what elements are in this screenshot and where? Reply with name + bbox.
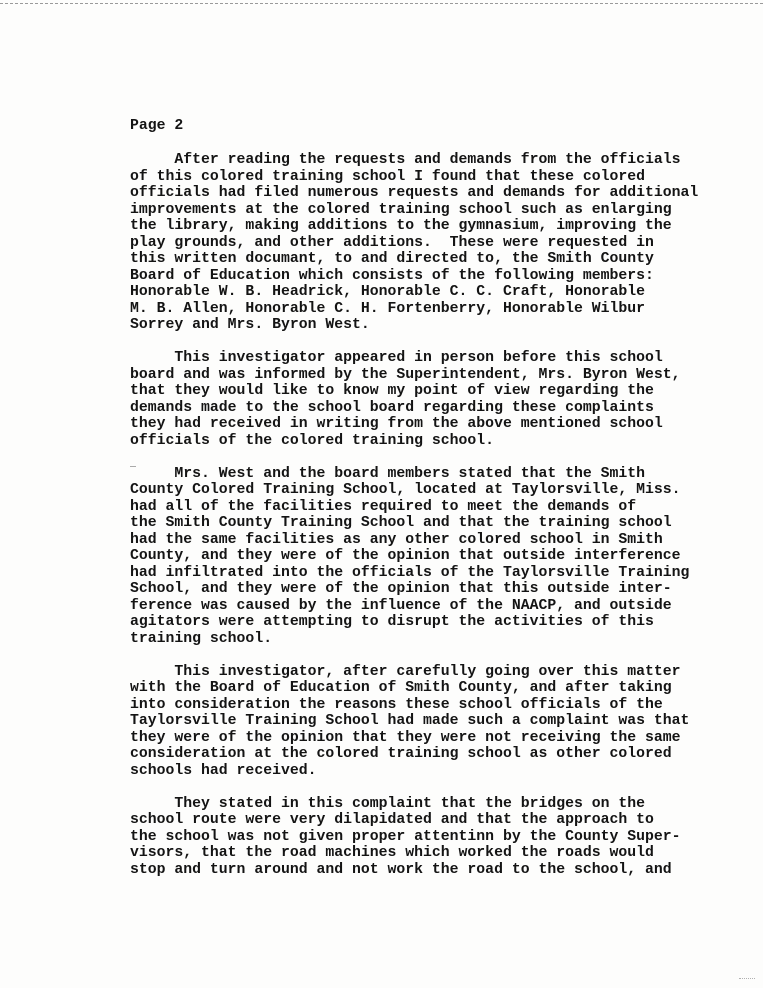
paragraph — [130, 350, 730, 449]
text-line: They stated in this complaint that the bridges on the — [130, 795, 646, 812]
text-line: board and was informed by the Superintendent, Mrs. Byron West, — [130, 366, 681, 383]
text-line: the Smith County Training School and that the training school — [130, 515, 672, 531]
text-line: play grounds, and other additions. These were requested in — [130, 234, 654, 251]
top-edge-dashes — [0, 3, 763, 4]
text-line: school route were very dilapidated and that the approach to — [130, 812, 654, 828]
text-line: Mrs. West and the board members stated that the Smith — [130, 465, 646, 482]
paragraph — [130, 664, 730, 780]
text-line: Sorrey and Mrs. Byron West. — [130, 317, 370, 333]
paragraph — [130, 466, 730, 648]
text-line: Board of Education which consists of the following members: — [130, 267, 654, 284]
text-line: officials of the colored training school. — [130, 432, 495, 449]
text-line: into consideration the reasons these school officials of the — [130, 696, 663, 713]
text-line: Honorable W. B. Headrick, Honorable C. C. Craft, Honorable — [130, 284, 646, 300]
text-line: agitators were attempting to disrupt the activities of this — [130, 614, 654, 630]
text-line: This investigator appeared in person before this school — [130, 350, 663, 366]
text-line: officials had filed numerous requests and demands for additional — [130, 185, 699, 201]
text-line: training school. — [130, 630, 273, 647]
text-line: with the Board of Education of Smith County, and after taking — [130, 680, 672, 696]
text-line: had all of the facilities required to meet the demands of — [130, 498, 637, 515]
scan-speck — [20, 58, 42, 84]
text-line: they were of the opinion that they were not receiving the same — [130, 729, 681, 746]
text-line: County Colored Training School, located at Taylorsville, Miss. — [130, 482, 681, 498]
text-line: the library, making additions to the gymnasium, improving the — [130, 218, 672, 234]
paragraph — [130, 796, 730, 879]
text-line: the school was not given proper attentinn by the County Super- — [130, 828, 681, 845]
text-line: This investigator, after carefully going over this matter — [130, 663, 681, 680]
text-line: ference was caused by the influence of the NAACP, and outside — [130, 597, 672, 614]
page-number-label: Page 2 — [130, 118, 184, 134]
text-line: stop and turn around and not work the road to the school, and — [130, 861, 672, 878]
text-line: of this colored training school I found that these colored — [130, 168, 646, 185]
document-body — [130, 152, 730, 895]
text-line: visors, that the road machines which worked the roads would — [130, 845, 654, 861]
text-line: Taylorsville Training School had made such a complaint was that — [130, 713, 690, 729]
text-line: County, and they were of the opinion that outside interference — [130, 548, 681, 564]
text-line: had infiltrated into the officials of the Taylorsville Training — [130, 564, 690, 581]
corner-mark — [739, 978, 755, 979]
text-line: had the same facilities as any other colored school in Smith — [130, 531, 663, 548]
text-line: consideration at the colored training school as other colored — [130, 746, 672, 762]
paragraph — [130, 152, 730, 334]
text-line: School, and they were of the opinion that this outside inter- — [130, 581, 672, 597]
text-line: After reading the requests and demands from the officials — [130, 152, 681, 168]
text-line: that they would like to know my point of view regarding the — [130, 383, 654, 399]
text-line: improvements at the colored training school such as enlarging — [130, 201, 672, 218]
text-line: this written documant, to and directed to, the Smith County — [130, 251, 654, 267]
text-line: demands made to the school board regarding these complaints — [130, 399, 654, 416]
text-line: schools had received. — [130, 762, 317, 779]
text-line: M. B. Allen, Honorable C. H. Fortenberry, Honorable Wilbur — [130, 300, 646, 317]
text-line: they had received in writing from the above mentioned school — [130, 416, 663, 432]
